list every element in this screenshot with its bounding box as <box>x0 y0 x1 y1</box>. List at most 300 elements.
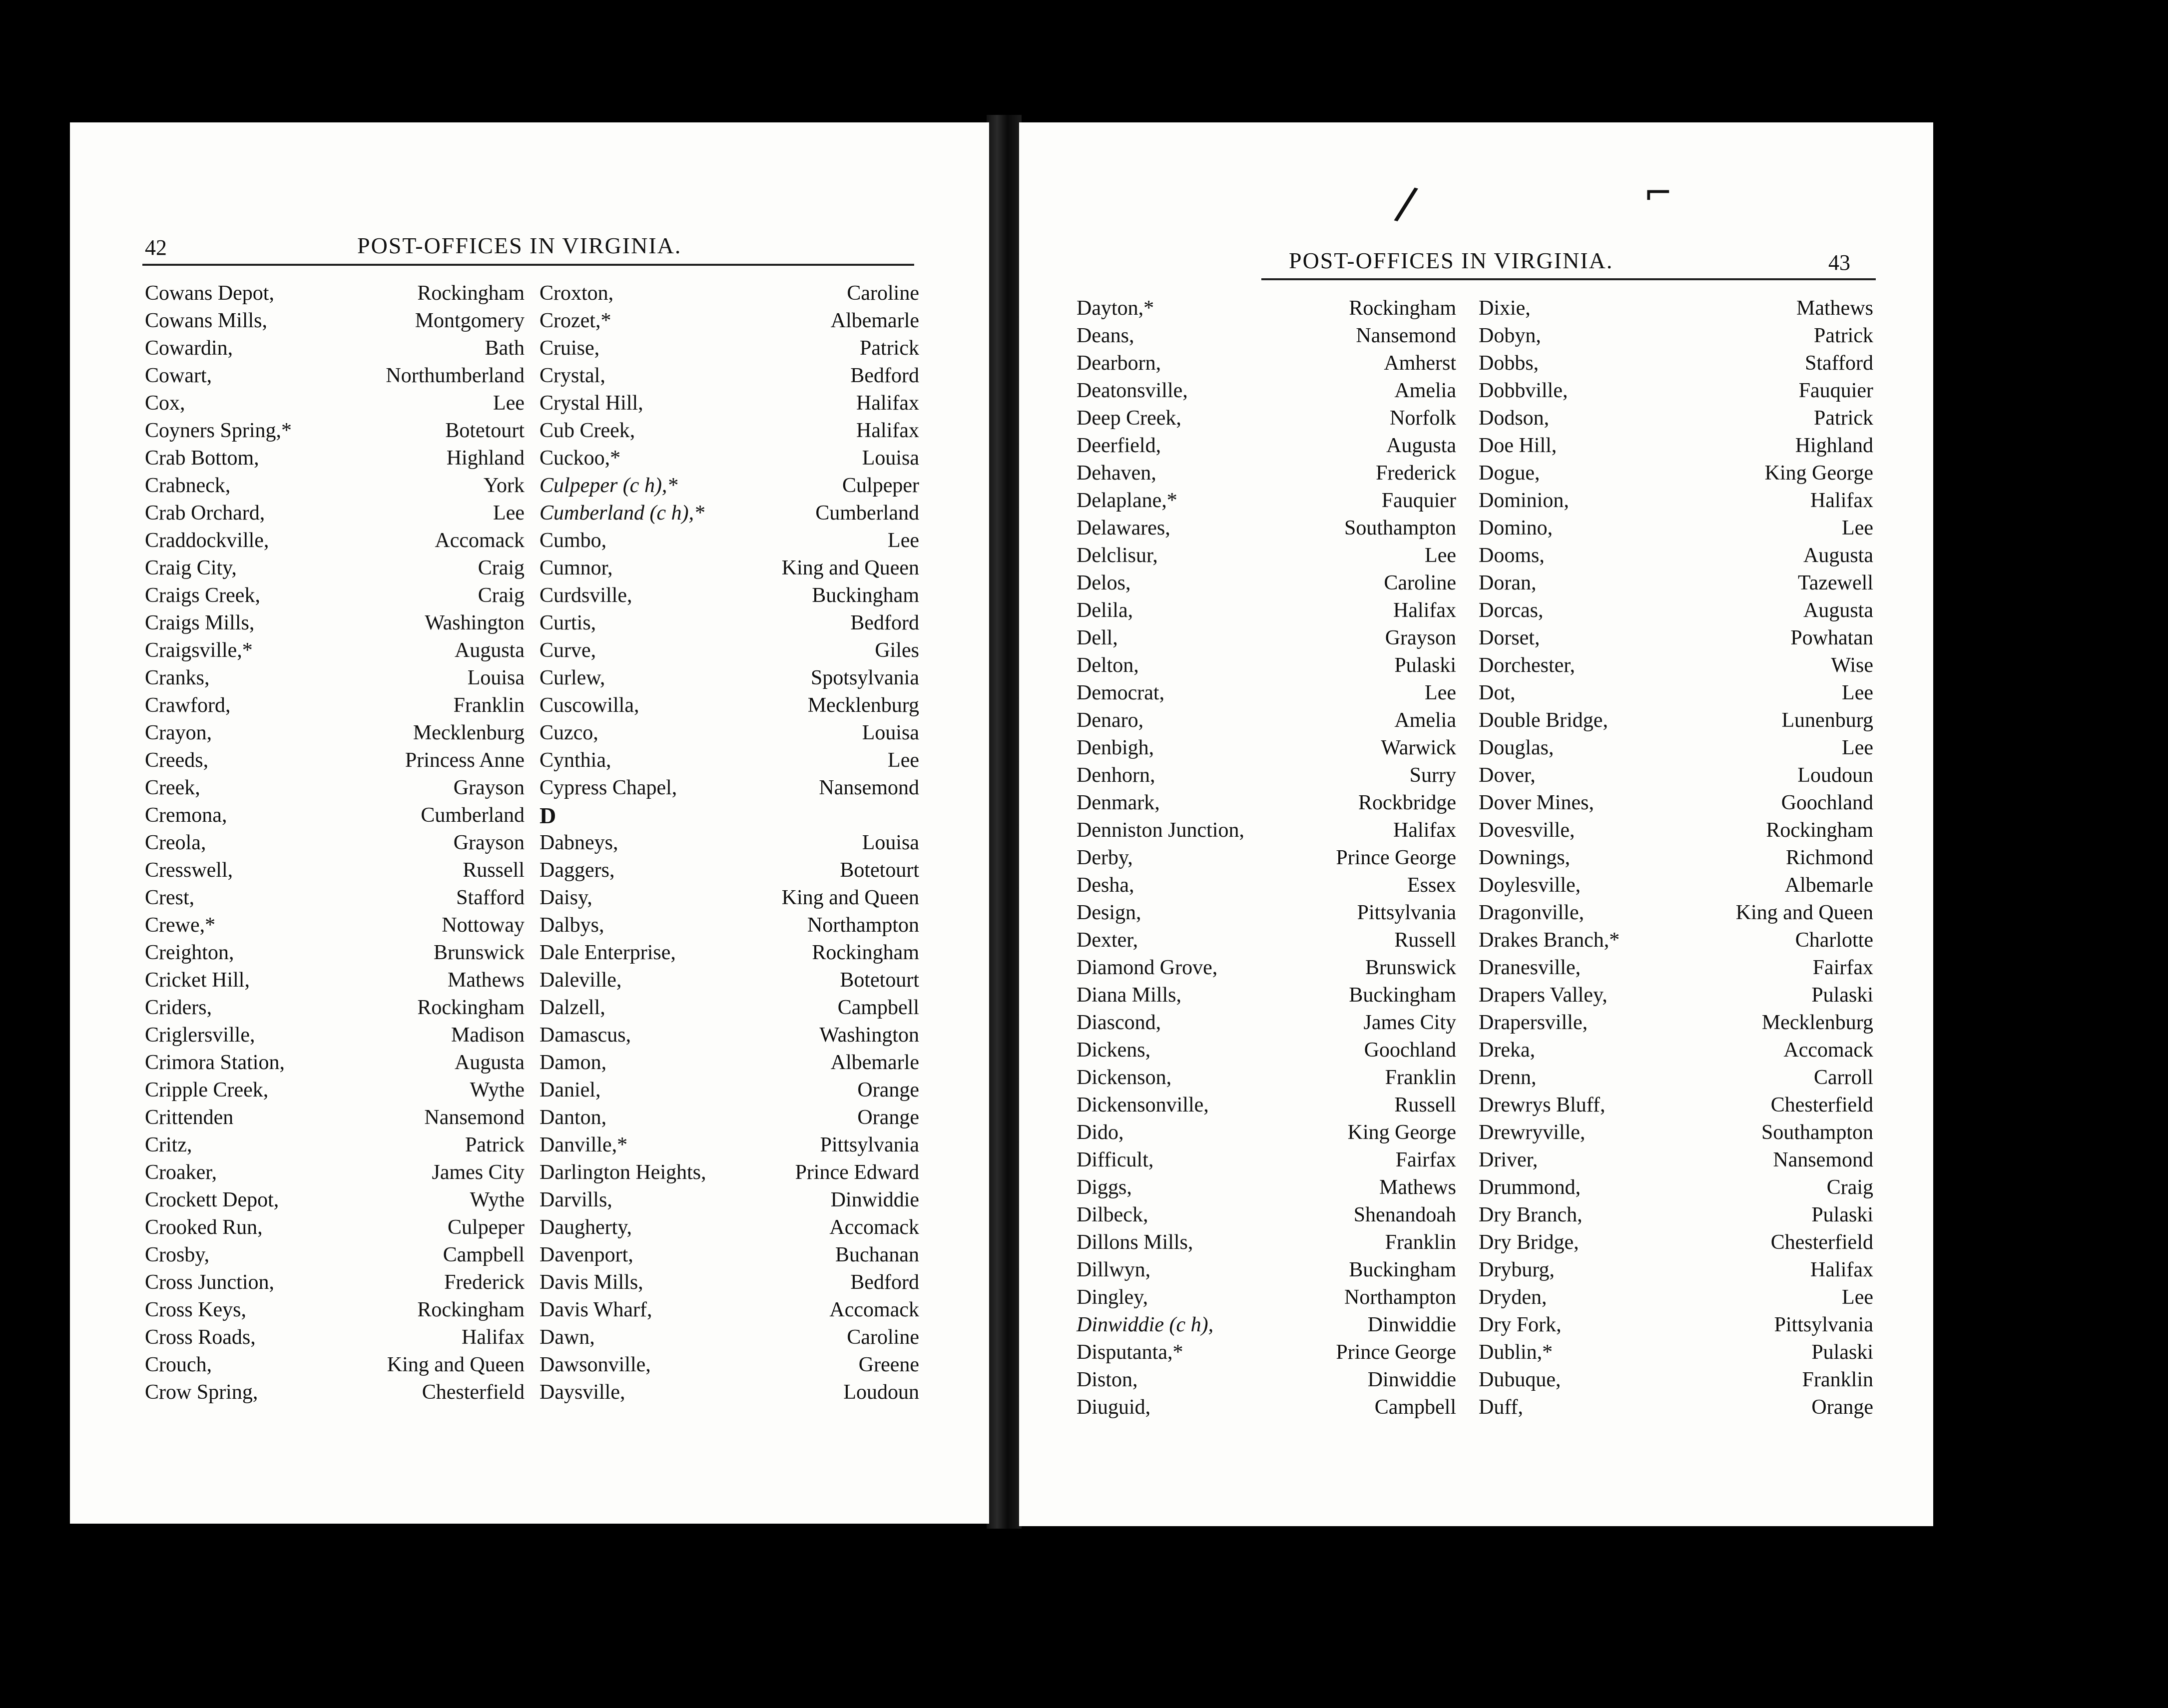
post-office-entry <box>540 1132 919 1159</box>
post-office-entry <box>540 857 919 884</box>
county-name: Augusta <box>1386 434 1456 457</box>
county-name: Russell <box>1394 1094 1456 1117</box>
post-office-name: Crest, <box>145 886 195 909</box>
post-office-name: Craigsville,* <box>145 639 253 662</box>
post-office-name: Cox, <box>145 392 185 415</box>
post-office-name: Crawford, <box>145 694 231 717</box>
county-name: Northampton <box>807 914 919 937</box>
county-name: Pulaski <box>1811 1203 1873 1226</box>
post-office-name: Dingley, <box>1077 1286 1148 1309</box>
post-office-name: Dover, <box>1479 764 1536 787</box>
entry-column-left <box>1077 295 1456 1421</box>
post-office-name: Domino, <box>1479 517 1553 540</box>
county-name: Pulaski <box>1394 654 1456 677</box>
post-office-entry <box>1479 817 1873 844</box>
county-name: Lee <box>1842 736 1873 759</box>
left-page <box>70 122 989 1524</box>
post-office-name: Daugherty, <box>540 1216 632 1239</box>
post-office-name: Curve, <box>540 639 596 662</box>
post-office-name: Crow Spring, <box>145 1381 258 1404</box>
post-office-entry <box>1479 350 1873 377</box>
county-name: Warwick <box>1381 736 1456 759</box>
post-office-name: Dickenson, <box>1077 1066 1172 1089</box>
post-office-name: Crouch, <box>145 1353 212 1376</box>
post-office-name: Dido, <box>1077 1121 1124 1144</box>
post-office-name: Cremona, <box>145 804 227 827</box>
county-name: Russell <box>463 859 525 882</box>
post-office-entry <box>145 1186 525 1214</box>
county-name: Dinwiddie <box>830 1188 919 1211</box>
post-office-name: Deatonsville, <box>1077 379 1188 402</box>
post-office-entry <box>1479 707 1873 734</box>
county-name: Mecklenburg <box>807 694 919 717</box>
county-name: Mathews <box>448 969 525 992</box>
header-rule <box>1261 278 1876 280</box>
entry-column-right <box>540 280 919 1406</box>
post-office-entry <box>1077 817 1456 844</box>
post-office-name: Duff, <box>1479 1396 1524 1419</box>
county-name: Grayson <box>453 776 525 799</box>
county-name: Cumberland <box>815 502 919 525</box>
post-office-entry <box>540 362 919 390</box>
post-office-entry <box>145 912 525 939</box>
county-name: Pittsylvania <box>1357 901 1456 924</box>
post-office-entry <box>1077 1037 1456 1064</box>
county-name: Albemarle <box>1784 874 1873 897</box>
post-office-name: Dorcas, <box>1479 599 1544 622</box>
post-office-entry <box>145 500 525 527</box>
post-office-entry <box>1479 1284 1873 1311</box>
county-name: Accomack <box>829 1216 919 1239</box>
post-office-name: Dell, <box>1077 626 1118 649</box>
post-office-name: Dearborn, <box>1077 352 1161 375</box>
county-name: Prince George <box>1336 846 1456 869</box>
post-office-name: Doe Hill, <box>1479 434 1557 457</box>
county-name: Goochland <box>1781 791 1873 814</box>
post-office-name: Davis Mills, <box>540 1271 643 1294</box>
post-office-entry <box>1479 927 1873 954</box>
post-office-entry <box>540 307 919 335</box>
county-name: Lee <box>1842 517 1873 540</box>
post-office-name: Cresswell, <box>145 859 233 882</box>
post-office-name: Dobbs, <box>1479 352 1539 375</box>
book-spine <box>987 115 1022 1529</box>
post-office-entry <box>1479 377 1873 405</box>
post-office-name: Coyners Spring,* <box>145 419 292 442</box>
county-name: Nansemond <box>1356 324 1456 347</box>
county-name: Cumberland <box>421 804 525 827</box>
post-office-name: Croaker, <box>145 1161 217 1184</box>
county-name: Wythe <box>470 1079 525 1102</box>
post-office-entry <box>540 939 919 967</box>
county-name: Botetourt <box>840 859 919 882</box>
post-office-entry <box>540 1351 919 1379</box>
post-office-name: Crosby, <box>145 1243 210 1266</box>
county-name: Augusta <box>1803 599 1873 622</box>
post-office-entry <box>1479 762 1873 789</box>
county-name: Norfolk <box>1390 407 1456 430</box>
post-office-name: Dublin,* <box>1479 1341 1553 1364</box>
post-office-entry <box>1077 1174 1456 1201</box>
post-office-name: Cuckoo,* <box>540 447 621 470</box>
post-office-name: Dinwiddie (c h), <box>1077 1313 1214 1336</box>
post-office-name: Crystal, <box>540 364 605 387</box>
county-name: Princess Anne <box>405 749 525 772</box>
post-office-entry <box>1479 789 1873 817</box>
post-office-entry <box>540 417 919 445</box>
post-office-entry <box>1077 542 1456 569</box>
running-head: POST-OFFICES IN VIRGINIA. <box>357 233 682 258</box>
post-office-entry <box>1077 350 1456 377</box>
post-office-entry <box>1077 927 1456 954</box>
post-office-name: Dry Bridge, <box>1479 1231 1579 1254</box>
post-office-name: Delclisur, <box>1077 544 1158 567</box>
post-office-entry <box>540 719 919 747</box>
county-name: Buckingham <box>1349 984 1456 1007</box>
post-office-entry <box>540 1159 919 1186</box>
county-name: Augusta <box>455 1051 525 1074</box>
post-office-entry <box>1479 872 1873 899</box>
county-name: Buchanan <box>835 1243 919 1266</box>
county-name: Buckingham <box>1349 1258 1456 1281</box>
post-office-entry <box>1077 1394 1456 1421</box>
post-office-name: Danville,* <box>540 1134 628 1156</box>
post-office-entry <box>145 719 525 747</box>
post-office-name: Downings, <box>1479 846 1571 869</box>
county-name: Fairfax <box>1395 1148 1456 1171</box>
county-name: Bath <box>485 337 525 360</box>
post-office-entry <box>1479 1394 1873 1421</box>
post-office-entry <box>1479 1146 1873 1174</box>
post-office-name: Dooms, <box>1479 544 1545 567</box>
post-office-name: Dubuque, <box>1479 1368 1561 1391</box>
post-office-entry <box>145 1049 525 1077</box>
county-name: Louisa <box>862 447 919 470</box>
post-office-name: Disputanta,* <box>1077 1341 1183 1364</box>
post-office-name: Creeds, <box>145 749 209 772</box>
county-name: Patrick <box>1814 324 1873 347</box>
post-office-entry <box>1479 460 1873 487</box>
post-office-name: Davenport, <box>540 1243 633 1266</box>
county-name: James City <box>1363 1011 1456 1034</box>
post-office-entry <box>1479 679 1873 707</box>
county-name: Spotsylvania <box>811 666 919 689</box>
post-office-entry <box>1479 624 1873 652</box>
post-office-name: Crooked Run, <box>145 1216 263 1239</box>
post-office-entry <box>145 747 525 774</box>
post-office-name: Dixie, <box>1479 297 1531 320</box>
county-name: Dinwiddie <box>1367 1368 1456 1391</box>
post-office-entry <box>145 280 525 307</box>
post-office-entry <box>540 445 919 472</box>
post-office-name: Dryburg, <box>1479 1258 1555 1281</box>
post-office-entry <box>1077 762 1456 789</box>
post-office-entry <box>540 609 919 637</box>
post-office-entry <box>540 774 919 802</box>
post-office-entry <box>1077 405 1456 432</box>
post-office-name: Diuguid, <box>1077 1396 1151 1419</box>
post-office-entry <box>145 802 525 829</box>
post-office-name: Crockett Depot, <box>145 1188 279 1211</box>
post-office-entry <box>145 692 525 719</box>
post-office-name: Dry Fork, <box>1479 1313 1562 1336</box>
county-name: Louisa <box>862 831 919 854</box>
county-name: Pittsylvania <box>1774 1313 1873 1336</box>
county-name: Rockingham <box>1766 819 1873 842</box>
post-office-name: Dranesville, <box>1479 956 1581 979</box>
post-office-entry <box>145 939 525 967</box>
post-office-name: Diston, <box>1077 1368 1138 1391</box>
post-office-name: Dover Mines, <box>1479 791 1594 814</box>
post-office-entry <box>145 884 525 912</box>
county-name: Pulaski <box>1811 1341 1873 1364</box>
post-office-entry <box>1077 1009 1456 1037</box>
post-office-name: Douglas, <box>1479 736 1554 759</box>
post-office-entry <box>145 527 525 555</box>
county-name: Powhatan <box>1790 626 1873 649</box>
county-name: Bedford <box>850 364 919 387</box>
post-office-name: Criders, <box>145 996 212 1019</box>
post-office-name: Dogue, <box>1479 462 1540 485</box>
post-office-name: Cross Roads, <box>145 1326 256 1349</box>
post-office-name: Curtis, <box>540 611 596 634</box>
county-name: Surry <box>1409 764 1456 787</box>
county-name: Goochland <box>1364 1039 1456 1062</box>
county-name: Stafford <box>456 886 525 909</box>
post-office-entry <box>1479 1256 1873 1284</box>
county-name: Patrick <box>1814 407 1873 430</box>
post-office-name: Damascus, <box>540 1024 631 1047</box>
county-name: Albemarle <box>830 309 919 332</box>
county-name: Amherst <box>1384 352 1456 375</box>
post-office-name: Cuscowilla, <box>540 694 639 717</box>
post-office-entry <box>1479 1366 1873 1394</box>
county-name: Bedford <box>850 611 919 634</box>
county-name: Botetourt <box>445 419 525 442</box>
post-office-name: Damon, <box>540 1051 607 1074</box>
pencil-tick-mark: / <box>1392 176 1421 231</box>
post-office-entry <box>1479 1229 1873 1256</box>
county-name: Louisa <box>467 666 525 689</box>
post-office-entry <box>1077 597 1456 624</box>
post-office-entry <box>1077 295 1456 322</box>
post-office-entry <box>1077 982 1456 1009</box>
post-office-name: Delaplane,* <box>1077 489 1177 512</box>
post-office-entry <box>145 1077 525 1104</box>
county-name: Chesterfield <box>422 1381 525 1404</box>
post-office-entry <box>540 472 919 500</box>
county-name: Madison <box>451 1024 525 1047</box>
post-office-entry <box>540 1186 919 1214</box>
post-office-name: Dawn, <box>540 1326 595 1349</box>
post-office-name: Cricket Hill, <box>145 969 250 992</box>
county-name: Patrick <box>465 1134 525 1156</box>
county-name: Orange <box>857 1106 919 1129</box>
post-office-entry <box>540 912 919 939</box>
post-office-name: Crewe,* <box>145 914 216 937</box>
post-office-entry <box>145 445 525 472</box>
page-number: 43 <box>1828 250 1850 275</box>
post-office-name: Craig City, <box>145 557 237 579</box>
post-office-entry <box>1479 1009 1873 1037</box>
post-office-name: Dot, <box>1479 681 1516 704</box>
post-office-entry <box>145 664 525 692</box>
post-office-entry <box>145 1104 525 1132</box>
post-office-entry <box>540 747 919 774</box>
post-office-entry <box>145 1214 525 1241</box>
post-office-name: Daggers, <box>540 859 615 882</box>
post-office-entry <box>1479 1174 1873 1201</box>
county-name: Caroline <box>847 282 919 305</box>
post-office-entry <box>145 472 525 500</box>
post-office-entry <box>145 1296 525 1324</box>
county-name: Frederick <box>444 1271 525 1294</box>
post-office-name: Dry Branch, <box>1479 1203 1583 1226</box>
post-office-name: Diamond Grove, <box>1077 956 1218 979</box>
county-name: Nansemond <box>424 1106 525 1129</box>
county-name: Rockingham <box>417 996 525 1019</box>
county-name: Botetourt <box>840 969 919 992</box>
post-office-entry <box>1077 569 1456 597</box>
post-office-name: Criglersville, <box>145 1024 255 1047</box>
post-office-name: Democrat, <box>1077 681 1165 704</box>
county-name: Dinwiddie <box>1367 1313 1456 1336</box>
county-name: Bedford <box>850 1271 919 1294</box>
county-name: King and Queen <box>387 1353 525 1376</box>
post-office-entry <box>145 335 525 362</box>
county-name: Chesterfield <box>1770 1231 1873 1254</box>
post-office-name: Dryden, <box>1479 1286 1547 1309</box>
county-name: King and Queen <box>781 886 919 909</box>
post-office-entry <box>145 829 525 857</box>
post-office-name: Dorchester, <box>1479 654 1576 677</box>
post-office-name: Dexter, <box>1077 929 1138 952</box>
post-office-entry <box>145 637 525 664</box>
post-office-entry <box>1479 542 1873 569</box>
county-name: Orange <box>857 1079 919 1102</box>
post-office-name: Dabneys, <box>540 831 618 854</box>
post-office-name: Cynthia, <box>540 749 611 772</box>
post-office-entry <box>1077 624 1456 652</box>
post-office-name: Darvills, <box>540 1188 612 1211</box>
county-name: Accomack <box>435 529 525 552</box>
post-office-entry <box>145 994 525 1022</box>
county-name: Campbell <box>1374 1396 1456 1419</box>
county-name: Highland <box>1795 434 1873 457</box>
post-office-name: Cowans Mills, <box>145 309 268 332</box>
county-name: Mathews <box>1379 1176 1456 1199</box>
county-name: Mecklenburg <box>413 721 525 744</box>
county-name: Northampton <box>1344 1286 1456 1309</box>
post-office-name: Denniston Junction, <box>1077 819 1244 842</box>
post-office-name: Creek, <box>145 776 200 799</box>
county-name: Prince George <box>1336 1341 1456 1364</box>
post-office-name: Cypress Chapel, <box>540 776 677 799</box>
post-office-entry <box>145 1324 525 1351</box>
county-name: Lee <box>1425 681 1456 704</box>
post-office-entry <box>1479 954 1873 982</box>
post-office-name: Cowart, <box>145 364 212 387</box>
post-office-entry <box>1077 487 1456 515</box>
post-office-name: Cross Junction, <box>145 1271 275 1294</box>
post-office-name: Dorset, <box>1479 626 1540 649</box>
post-office-name: Daysville, <box>540 1381 625 1404</box>
county-name: King George <box>1764 462 1873 485</box>
post-office-name: Deerfield, <box>1077 434 1161 457</box>
county-name: Lee <box>1842 681 1873 704</box>
post-office-entry <box>540 582 919 609</box>
post-office-name: Davis Wharf, <box>540 1298 652 1321</box>
post-office-entry <box>540 1022 919 1049</box>
post-office-entry <box>540 692 919 719</box>
county-name: Nansemond <box>1773 1148 1873 1171</box>
post-office-name: Curdsville, <box>540 584 632 607</box>
post-office-entry <box>1077 789 1456 817</box>
county-name: Highland <box>446 447 525 470</box>
post-office-name: Drakes Branch,* <box>1479 929 1620 952</box>
post-office-entry <box>540 1269 919 1296</box>
county-name: Mathews <box>1796 297 1873 320</box>
county-name: Carroll <box>1814 1066 1873 1089</box>
post-office-entry <box>1077 377 1456 405</box>
post-office-name: Dobyn, <box>1479 324 1541 347</box>
post-office-name: Denmark, <box>1077 791 1160 814</box>
post-office-entry <box>540 994 919 1022</box>
county-name: Amelia <box>1394 709 1456 732</box>
county-name: Northumberland <box>386 364 525 387</box>
county-name: Accomack <box>1783 1039 1873 1062</box>
county-name: Tazewell <box>1798 571 1873 594</box>
county-name: Russell <box>1394 929 1456 952</box>
post-office-name: Delila, <box>1077 599 1133 622</box>
county-name: Craig <box>478 584 525 607</box>
county-name: Lee <box>1425 544 1456 567</box>
county-name: Charlotte <box>1795 929 1873 952</box>
post-office-entry <box>145 609 525 637</box>
post-office-name: Cowans Depot, <box>145 282 274 305</box>
post-office-entry <box>1479 899 1873 927</box>
post-office-entry <box>540 527 919 555</box>
county-name: Fauquier <box>1381 489 1456 512</box>
county-name: Halifax <box>462 1326 525 1349</box>
post-office-entry <box>1077 1229 1456 1256</box>
county-name: Lee <box>888 529 919 552</box>
post-office-name: Dickens, <box>1077 1039 1151 1062</box>
county-name: Lee <box>1842 1286 1873 1309</box>
post-office-entry <box>1479 844 1873 872</box>
county-name: Giles <box>875 639 919 662</box>
post-office-name: Diggs, <box>1077 1176 1132 1199</box>
post-office-name: Daleville, <box>540 969 622 992</box>
county-name: Fairfax <box>1812 956 1873 979</box>
post-office-entry <box>1479 652 1873 679</box>
post-office-name: Drummond, <box>1479 1176 1581 1199</box>
section-letter: D <box>540 803 556 828</box>
post-office-name: Dovesville, <box>1479 819 1575 842</box>
post-office-entry <box>540 664 919 692</box>
post-office-entry <box>1077 899 1456 927</box>
county-name: York <box>483 474 525 497</box>
post-office-entry <box>145 390 525 417</box>
post-office-name: Dobbville, <box>1479 379 1568 402</box>
post-office-entry <box>145 417 525 445</box>
county-name: Nottoway <box>442 914 525 937</box>
post-office-name: Deans, <box>1077 324 1134 347</box>
post-office-name: Dalzell, <box>540 996 605 1019</box>
post-office-name: Crystal Hill, <box>540 392 643 415</box>
post-office-name: Doran, <box>1479 571 1537 594</box>
post-office-name: Creighton, <box>145 941 234 964</box>
